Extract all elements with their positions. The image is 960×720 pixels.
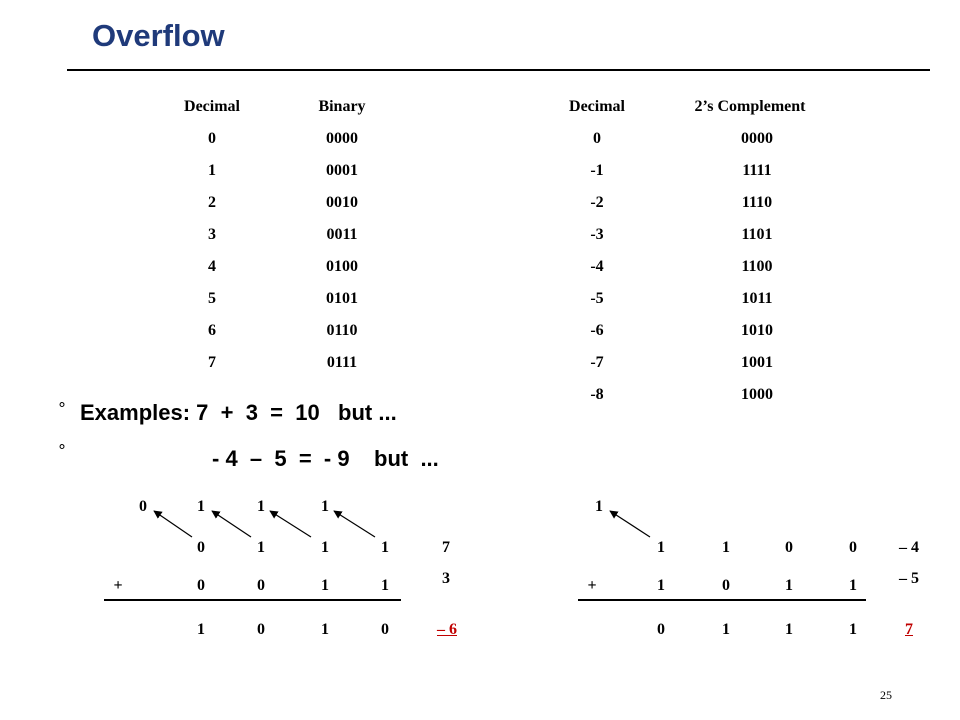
table-cell: 0001 [326,162,358,179]
table-cell: 0000 [741,130,773,147]
column-header-decimal: Decimal [569,98,625,115]
result-digit: 0 [381,621,389,638]
table-cell: 0011 [326,226,358,243]
bullet-marker: ° [58,441,66,460]
result-digit: 1 [197,621,205,638]
result-digit: 0 [657,621,665,638]
table-cell: -4 [590,258,604,275]
operand-value: – 4 [899,539,919,556]
carry-digit: 1 [257,498,265,515]
table-cell: 4 [208,258,216,275]
table-cell: 0111 [326,354,358,371]
result-digit: 1 [785,621,793,638]
carry-arrow [270,511,311,537]
overflow-result-value: 7 [905,621,913,638]
table-cell: 0000 [326,130,358,147]
column-header-decimal: Decimal [184,98,240,115]
carry-arrow [610,511,650,537]
carry-digit: 1 [321,498,329,515]
table-cell: -3 [590,226,604,243]
table-cell: 0110 [326,322,358,339]
table-cell: -2 [590,194,604,211]
table-cell: 0 [593,130,601,147]
table-cell: -8 [590,386,604,403]
operand-value: 3 [442,570,450,587]
table-cell: -5 [590,290,604,307]
table-cell: 0 [208,130,216,147]
operand-digit: 1 [657,577,665,594]
table-cell: 1 [208,162,216,179]
table-cell: 1101 [741,226,773,243]
example-line-2: - 4 – 5 = - 9 but ... [212,446,439,471]
table-cell: 7 [208,354,216,371]
table-cell: 2 [208,194,216,211]
result-digit: 1 [849,621,857,638]
table-cell: 6 [208,322,216,339]
operand-digit: 0 [849,539,857,556]
operand-digit: 0 [197,577,205,594]
table-cell: 1110 [741,194,773,211]
result-digit: 0 [257,621,265,638]
carry-arrow [154,511,192,537]
operand-digit: 1 [381,577,389,594]
overflow-result-value: – 6 [437,621,457,638]
operand-digit: 1 [321,539,329,556]
table-cell: 3 [208,226,216,243]
table-cell: 1000 [741,386,773,403]
table-cell: -6 [590,322,604,339]
operand-digit: 0 [722,577,730,594]
operand-digit: 1 [722,539,730,556]
bullet-marker: ° [58,399,66,418]
carry-digit: 0 [139,498,147,515]
result-digit: 1 [722,621,730,638]
table-cell: 1111 [742,162,772,179]
table-cell: 0100 [326,258,358,275]
result-digit: 1 [321,621,329,638]
column-header-twos-complement: 2’s Complement [694,98,806,115]
table-cell: 5 [208,290,216,307]
table-cell: 1100 [741,258,773,275]
table-cell: 1010 [741,322,773,339]
operand-digit: 1 [257,539,265,556]
operand-digit: 1 [321,577,329,594]
table-cell: 1001 [741,354,773,371]
operand-digit: 0 [785,539,793,556]
table-cell: 0101 [326,290,358,307]
page-number: 25 [880,688,892,702]
operand-digit: 0 [257,577,265,594]
table-cell: 0010 [326,194,358,211]
table-cell: -1 [590,162,604,179]
operand-digit: 0 [197,539,205,556]
operand-digit: 1 [381,539,389,556]
operand-digit: 1 [849,577,857,594]
table-cell: -7 [590,354,604,371]
carry-arrow [212,511,251,537]
operand-value: – 5 [899,570,919,587]
carry-digit: 1 [197,498,205,515]
plus-sign: + [587,577,597,594]
operand-digit: 1 [785,577,793,594]
carry-arrow [334,511,375,537]
table-cell: 1011 [741,290,773,307]
operand-digit: 1 [657,539,665,556]
carry-digit: 1 [595,498,603,515]
column-header-binary: Binary [318,98,366,115]
plus-sign: + [113,577,123,594]
operand-value: 7 [442,539,450,556]
slide-title: Overflow [92,18,225,53]
example-line-1: Examples: 7 + 3 = 10 but ... [80,400,397,425]
